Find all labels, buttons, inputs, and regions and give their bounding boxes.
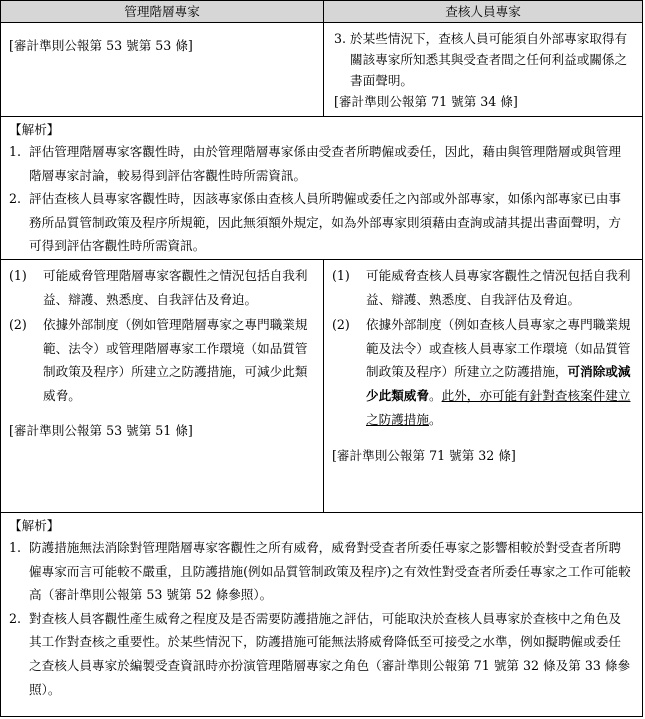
ref-71-34: [審計準則公報第 71 號第 34 條] (334, 94, 518, 109)
item-number: 2. (9, 610, 22, 626)
row2-right-cell (324, 23, 642, 116)
item-text-underline: 此外，亦可能有針對查核案件建立之防護措施 (366, 387, 631, 427)
item-number: (1) (332, 268, 350, 283)
row-analysis-2 (1, 513, 642, 716)
item-text: 防護措施無法消除對管理階層專家客觀性之所有威脅，威脅對受查者所委任專家之影響相較於對受查者所聘僱專家而言可能較不嚴重，且防護措施(例如品質管制政策及程序)之有效性對受查者所委任專家之工作可能較高（審計準則公報第 53 號第 52 條參照）。 (29, 540, 631, 603)
item-text: 於某些情況下，查核人員可能須自外部專家取得有關該專家所知悉其與受查者間之任何利益或關係之書面聲明。 (350, 31, 628, 88)
item-number: 2. (9, 191, 22, 206)
item-text: 對查核人員客觀性產生威脅之程度及是否需要防護措施之評估，可能取決於查核人員專家於查核中之角色及其工作對查核之重要性。於某些情況下，防護措施可能無法將威脅降低至可接受之水準，例如擬聘僱或委任之查核人員專家於編製受查資訊時亦扮演管理階層專家之角色（審計準則公報第 71 號第 32 條及第 33 條參照）。 (29, 610, 631, 697)
item-number: (1) (9, 268, 27, 283)
header-auditor-expert: 查核人員專家 (445, 4, 521, 19)
header-management-expert: 管理階層專家 (1, 1, 324, 22)
row2-left-cell (1, 23, 324, 116)
item-number: (2) (332, 317, 350, 333)
list-item (332, 264, 636, 311)
list-item (9, 264, 311, 311)
item-text: 可能威脅管理階層專家客觀性之情況包括自我利益、辯護、熟悉度、自我評估及脅迫。 (43, 268, 308, 307)
row-analysis-1 (1, 117, 642, 260)
analysis2-cell (1, 513, 642, 716)
row4-left-cell (1, 260, 324, 512)
item-text: 可能威脅查核人員專家客觀性之情況包括自我利益、辯護、熟悉度、自我評估及脅迫。 (366, 268, 631, 307)
item-text-end: 。 (428, 411, 442, 427)
ref-71-32: [審計準則公報第 71 號第 32 條] (332, 448, 516, 464)
item-text: 依據外部制度（例如管理階層專家之專門職業規範、法令）或管理階層專家工作環境（如品質管制政策及程序）所建立之防護措施，可減少此類威脅。 (43, 317, 308, 403)
list-item (9, 536, 632, 607)
row4-right-cell (324, 260, 642, 512)
row-written-representation (1, 23, 642, 117)
item-text-bold: 可消除或減少此類威脅 (366, 364, 631, 403)
list-item (334, 28, 636, 91)
list-item (9, 607, 632, 701)
list-item (9, 140, 632, 187)
list-item (9, 313, 311, 407)
analysis-label: 【解析】 (9, 518, 60, 533)
item-text-plain: 依據外部制度（例如查核人員專家之專門職業規範及法令）或查核人員專家工作環境（如品質管制政策及程序）所建立之防護措施， (366, 317, 631, 380)
row-threats-safeguards (1, 260, 642, 513)
list-item (332, 313, 636, 431)
ref-53-51: [審計準則公報第 53 號第 51 條] (9, 422, 193, 438)
list-item (9, 187, 632, 258)
item-number: (2) (9, 317, 27, 333)
item-text: 評估查核人員專家客觀性時，因該專家係由查核人員所聘僱或委任之內部或外部專家，如係內部專家已由事務所品質管制政策及程序所規範，因此無須額外規定，如為外部專家則須藉由查詢或請其提出書面聲明，方可得到評估客觀性時所需資訊。 (29, 191, 621, 253)
item-text: 評估管理階層專家客觀性時，由於管理階層專家係由受查者所聘僱或委任，因此，藉由與管理階層或與管理階層專家討論，較易得到評估客觀性時所需資訊。 (29, 144, 621, 183)
table-header-row (1, 1, 642, 23)
ref-53-53: [審計準則公報第 53 號第 53 條] (9, 38, 193, 53)
item-text-period: 。 (428, 387, 442, 403)
analysis1-cell (1, 117, 642, 259)
item-number: 1. (9, 540, 22, 555)
analysis-label: 【解析】 (9, 122, 60, 137)
item-number: 1. (9, 144, 22, 159)
item-number: 3. (334, 31, 347, 46)
item-text (366, 313, 636, 431)
